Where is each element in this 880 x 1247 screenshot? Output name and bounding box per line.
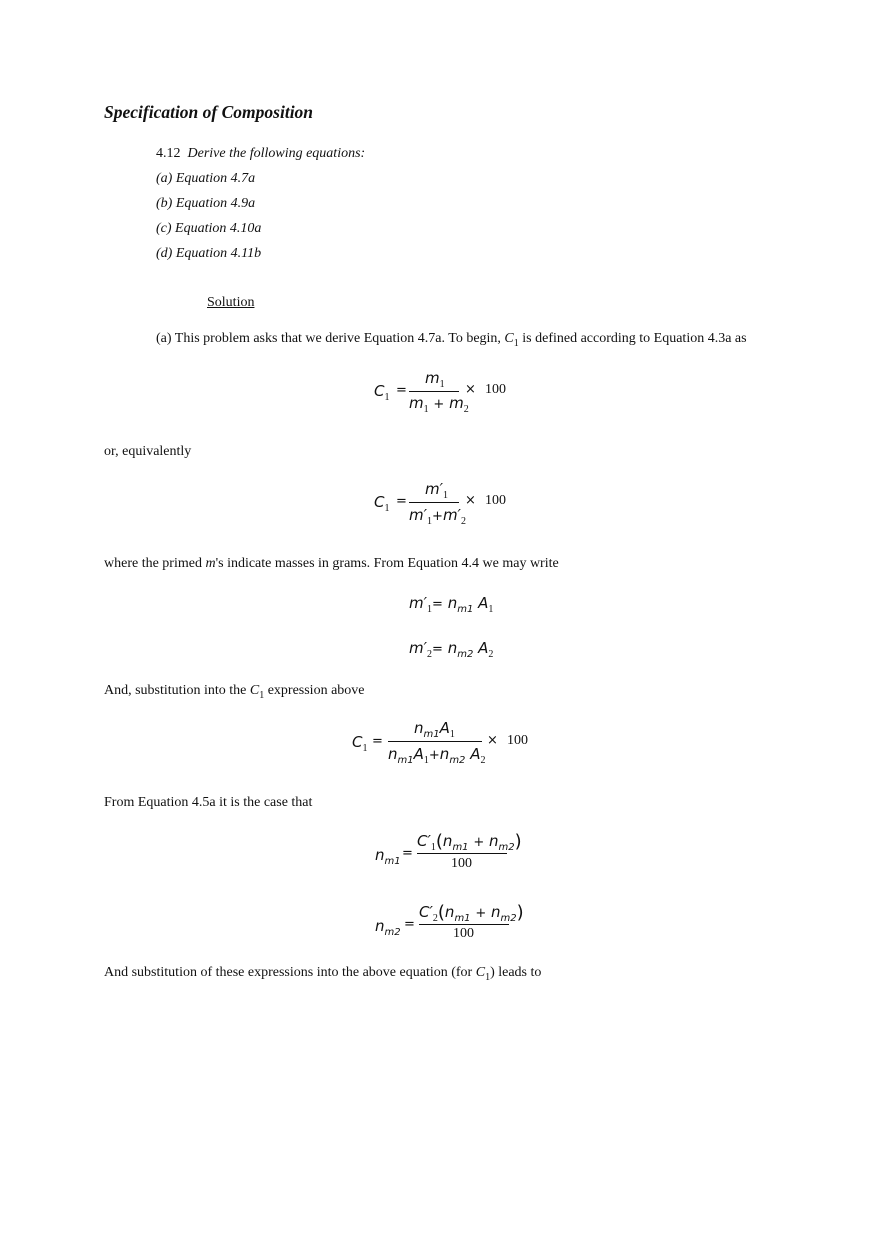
eq4-times: × (487, 733, 498, 748)
eq1-times: × (465, 382, 476, 397)
subst-text-a: And, substitution into the (104, 683, 250, 698)
eq1-hundred: 100 (485, 382, 506, 397)
primed-text-a: where the primed (104, 556, 206, 571)
eq5-denominator: 100 (451, 856, 472, 871)
eq6-lhs: $n_{m2}$ (375, 917, 401, 938)
eq5-lhs: $n_{m1}$ (375, 846, 401, 867)
problem-part-a: (a) Equation 4.7a (156, 171, 256, 186)
eq5-equals: = (402, 846, 413, 861)
eq1-numerator: $m_1$ (425, 369, 445, 390)
section-title: Specification of Composition (104, 102, 314, 122)
primed-m: m (205, 556, 216, 571)
eq6-denominator: 100 (453, 926, 474, 941)
final-c: C (475, 965, 486, 980)
final-paragraph (104, 964, 541, 983)
eq4-equals: = (372, 734, 383, 749)
eq2-fraction-bar (409, 502, 459, 503)
primed-text-b: 's indicate masses in grams. From Equation 4.4 we may write (215, 556, 559, 571)
problem-part-d: (d) Equation 4.11b (156, 246, 262, 261)
intro-paragraph (156, 330, 747, 349)
eq1-denominator: $m_1 + m_2$ (409, 394, 469, 415)
eq45-paragraph: From Equation 4.5a it is the case that (104, 795, 313, 810)
final-sub: 1 (485, 972, 491, 983)
intro-text-a: (a) This problem asks that we derive Equation 4.7a. To begin, (156, 331, 505, 346)
eq2-numerator: $m'_1$ (425, 480, 449, 501)
eq1-equals: = (396, 383, 407, 398)
eq6-fraction-bar (419, 924, 509, 925)
eq4-lhs: $C_1$ (352, 733, 368, 754)
eq6-numerator: $C'_2(n_{m1} + n_{m2})$ (419, 902, 524, 924)
subst-c: C (249, 683, 260, 698)
intro-c: C (504, 331, 514, 346)
problem-prompt: Derive the following equations: (187, 146, 366, 161)
eq2-hundred: 100 (485, 493, 506, 508)
eq4-numerator: $n_{m1}A_1$ (414, 719, 455, 740)
final-text-a: And substitution of these expressions into the above equation (for (104, 965, 476, 980)
eq2-lhs: $C_1$ (374, 493, 390, 514)
equation-m1-prime: $m'_1= n_{m1}$ $A_1$ (409, 594, 494, 615)
eq1-fraction-bar (409, 391, 459, 392)
primed-paragraph (104, 555, 559, 573)
intro-sub: 1 (513, 338, 519, 349)
eq1-lhs: $C_1$ (374, 382, 390, 403)
subst-text-b: expression above (264, 683, 365, 698)
eq4-fraction-bar (388, 741, 482, 742)
equivalently-text: or, equivalently (104, 444, 192, 459)
problem-statement (156, 145, 365, 163)
problem-part-b: (b) Equation 4.9a (156, 196, 256, 211)
subst-sub: 1 (259, 690, 265, 701)
eq2-equals: = (396, 494, 407, 509)
equation-m2-prime: $m'_2= n_{m2}$ $A_2$ (409, 639, 494, 660)
final-text-b: ) leads to (490, 965, 542, 980)
eq2-times: × (465, 493, 476, 508)
problem-part-c: (c) Equation 4.10a (156, 221, 262, 236)
eq4-denominator: $n_{m1}A_1+n_{m2}$ $A_2$ (388, 745, 486, 766)
eq2-denominator: $m'_1+m'_2$ (409, 506, 466, 527)
eq5-numerator: $C'_1(n_{m1} + n_{m2})$ (417, 831, 522, 853)
intro-text-b: is defined according to Equation 4.3a as (518, 331, 747, 346)
eq6-equals: = (404, 917, 415, 932)
eq5-fraction-bar (417, 853, 507, 854)
substitution-paragraph (104, 682, 365, 701)
solution-heading: Solution (207, 295, 255, 310)
eq4-hundred: 100 (507, 733, 528, 748)
problem-number: 4.12 (156, 146, 181, 161)
